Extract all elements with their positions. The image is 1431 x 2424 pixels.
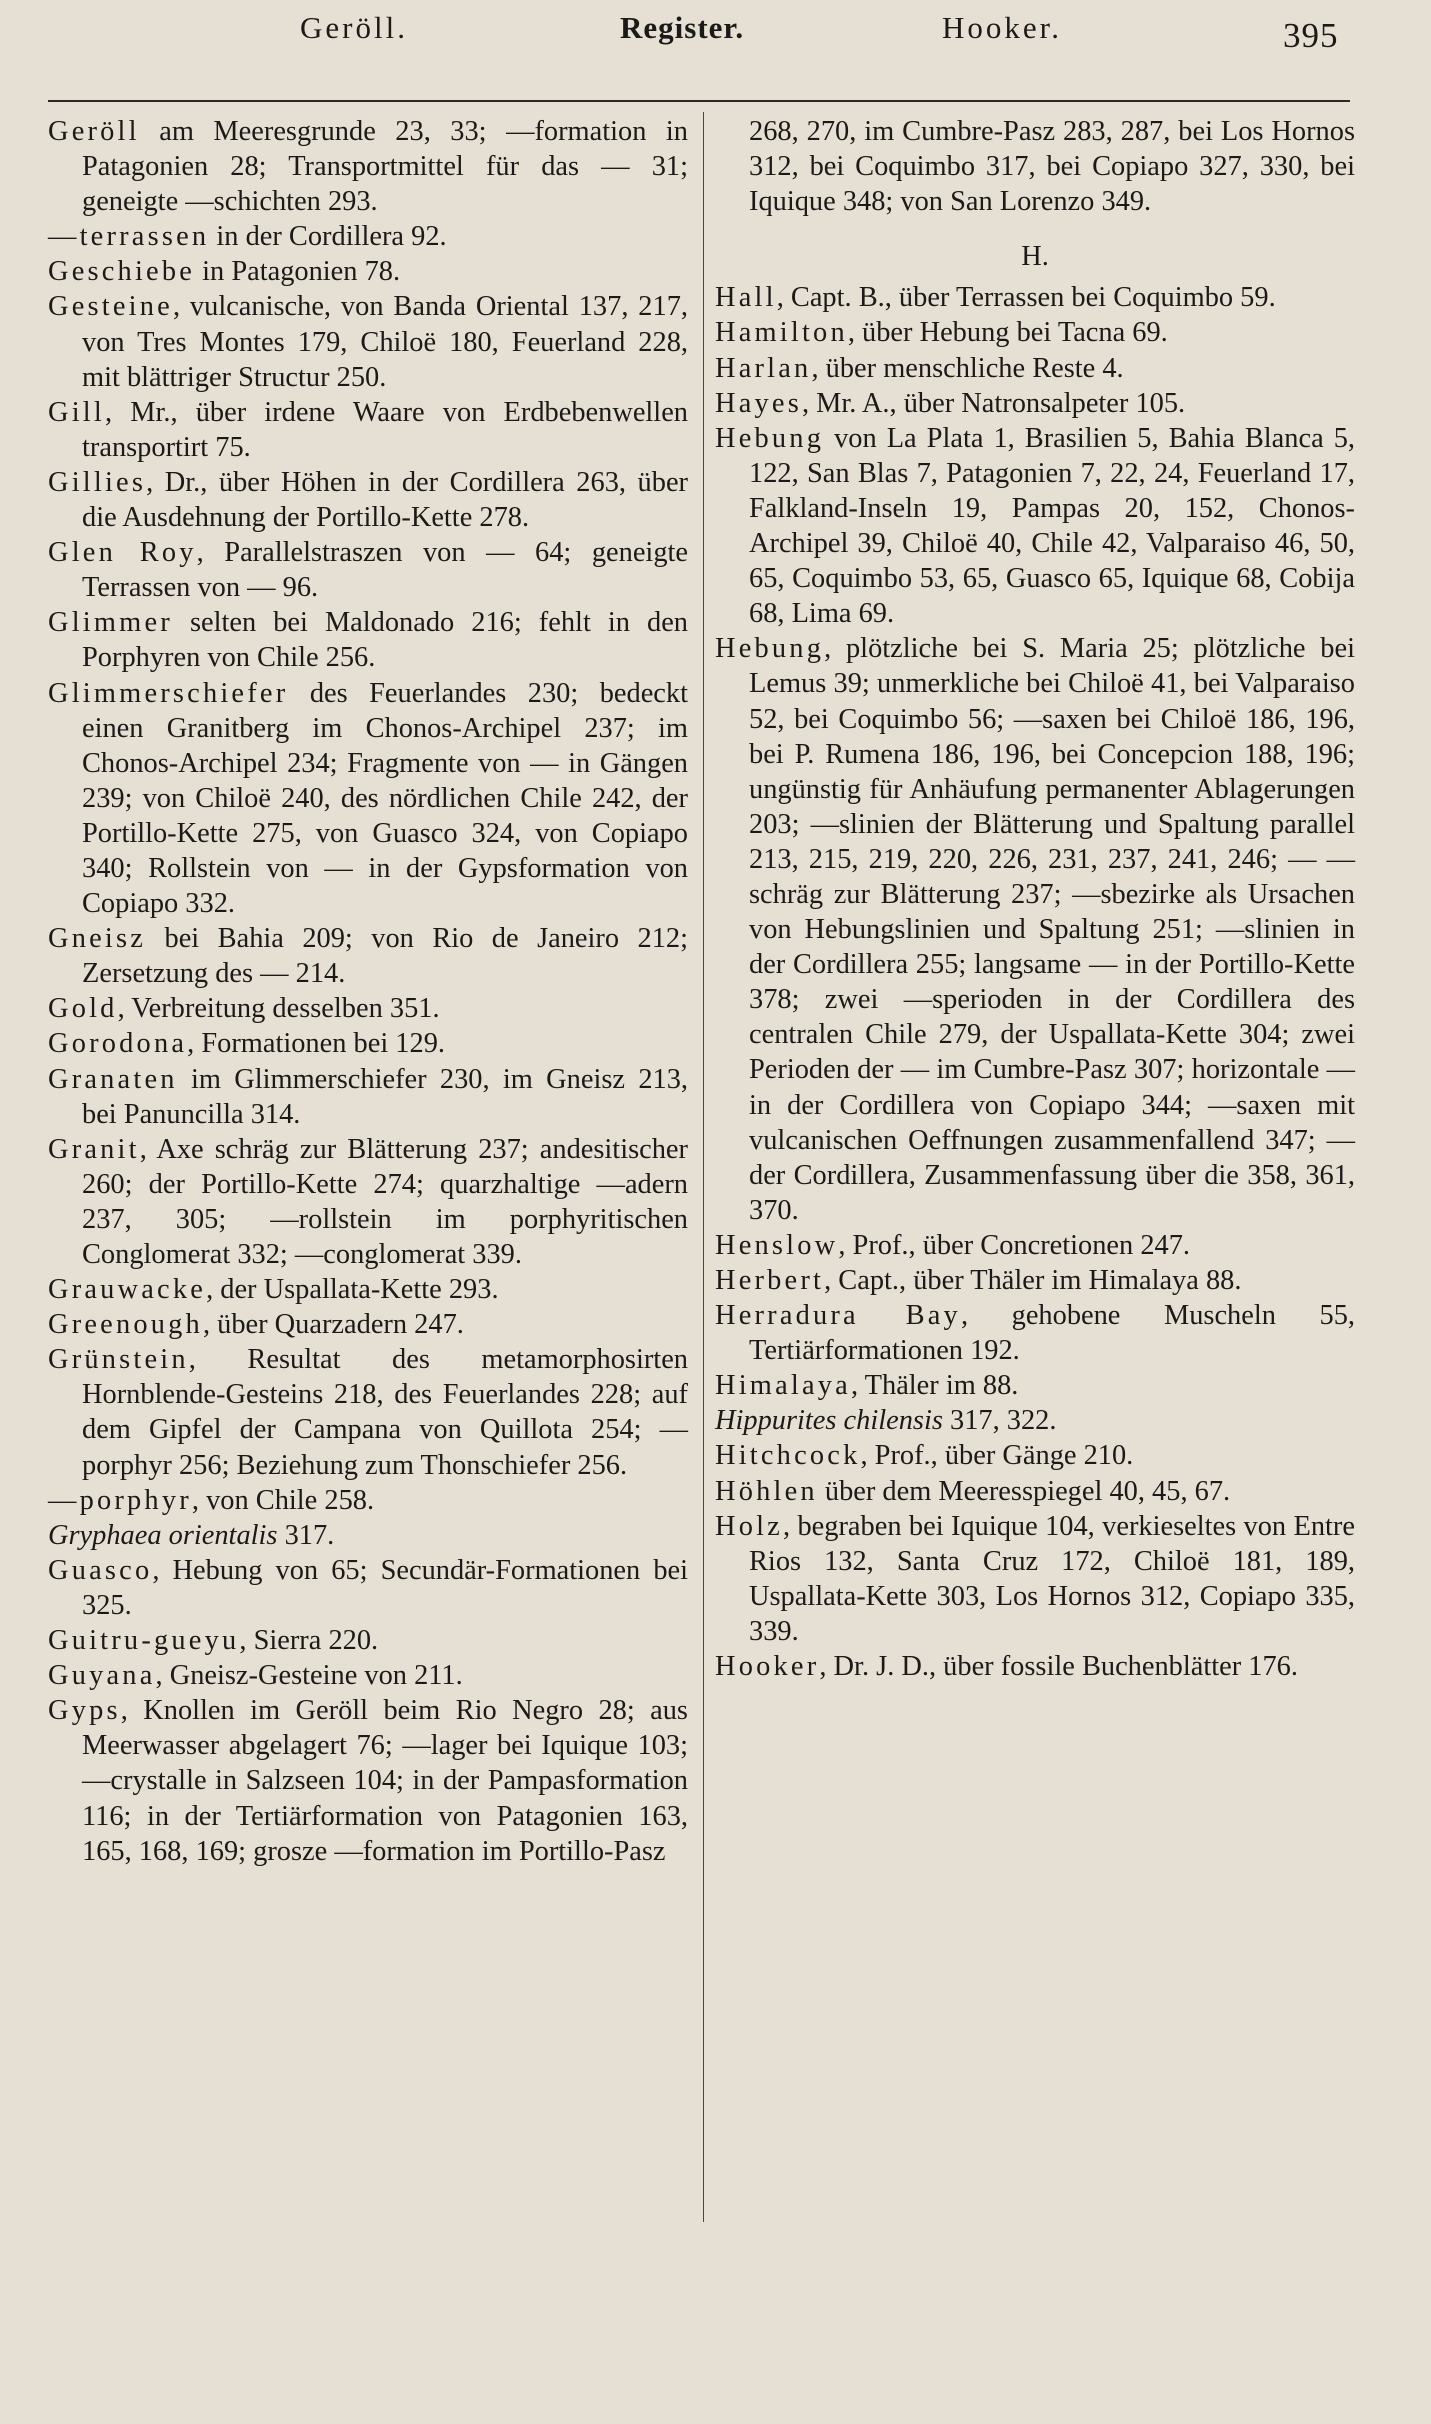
- entry-headword: Hayes: [715, 387, 802, 419]
- entry-headword: Gill: [48, 396, 105, 428]
- entry-headword: Glen Roy: [48, 537, 197, 569]
- entry-references: im Glimmerschiefer 230, im Gneisz 213, bei Panuncilla 314.: [82, 1063, 688, 1130]
- entry-references: , Axe schräg zur Blätterung 237; andesitischer 260; der Portillo-Kette 274; quarzhaltige —adern 237, 305; —rollstein im porphyritischen Conglomerat 332; —conglomerat 339.: [82, 1133, 688, 1270]
- index-entry: [715, 1368, 1355, 1403]
- entry-headword: Gneisz: [48, 923, 147, 955]
- entry-headword: Herbert: [715, 1265, 825, 1296]
- header-rule: [48, 100, 1350, 102]
- index-entry: [715, 1403, 1355, 1438]
- entry-headword: Höhlen: [715, 1475, 818, 1507]
- entry-references: , über Hebung bei Tacna 69.: [847, 317, 1168, 349]
- entry-headword: Granaten: [48, 1063, 178, 1095]
- entry-references: , Dr. J. D., über fossile Buchenblätter 176.: [819, 1651, 1298, 1683]
- entry-headword: Holz: [715, 1510, 783, 1542]
- entry-references: , von Chile 258.: [191, 1484, 375, 1516]
- section-letter: H.: [1021, 241, 1049, 273]
- index-entry: [715, 631, 1355, 1228]
- index-entry: [715, 1438, 1355, 1473]
- entry-headword: Geröll: [48, 116, 140, 147]
- entry-references: 317, 322.: [942, 1405, 1057, 1437]
- entry-headword: Himalaya: [715, 1370, 851, 1402]
- entry-references: , der Uspallata-Kette 293.: [206, 1274, 499, 1306]
- entry-headword: —porphyr: [48, 1484, 192, 1516]
- entry-headword: Harlan: [715, 352, 812, 384]
- index-entry: [48, 1518, 688, 1553]
- index-entry: [48, 1693, 688, 1868]
- entry-references: , über menschliche Reste 4.: [811, 352, 1124, 384]
- entry-references: , Mr., über irdene Waare von Erdbebenwellen transportirt 75.: [82, 396, 688, 463]
- entry-references: , über Quarzadern 247.: [202, 1309, 464, 1341]
- entry-headword: Grauwacke: [48, 1274, 207, 1306]
- entry-references: , plötzliche bei S. Maria 25; plötzliche bei Lemus 39; unmerkliche bei Chiloë 41, bei Valparaiso 52, bei Coquimbo 56; —saxen bei Chiloë 186, 196, bei P. Rumena 186, 196, bei Concepcion 188, 196; ungünstig für Anhäufung permanenter Ablagerungen 203; —slinien der Blätterung und Spaltung parallel 213, 215, 219, 220, 226, 231, 237, 241, 246; — — schräg zur Blätterung 237; —sbezirke als Ursachen von Hebungslinien und Spaltung 251; —slinien in der Cordillera 255; langsame — in der Portillo-Kette 378; zwei —sperioden in der Cordillera des centralen Chile 279, der Uspallata-Kette 304; zwei Perioden der — im Cumbre-Pasz 307; horizontale — in der Cordillera von Copiapo 344; —saxen mit vulcanischen Oeffnungen zusammenfallend 347; — der Cordillera, Zusammenfassung über die 358, 361, 370.: [749, 633, 1355, 1226]
- entry-references: über dem Meeresspiegel 40, 45, 67.: [817, 1475, 1231, 1507]
- index-entry: [48, 535, 688, 605]
- entry-references: , Capt. B., über Terrassen bei Coquimbo 59.: [776, 282, 1276, 314]
- index-entry: [715, 315, 1355, 350]
- entry-references: am Meeresgrunde 23, 33; —formation in Patagonien 28; Transportmittel für das — 31; geneigte —schichten 293.: [82, 116, 688, 218]
- index-entry: [48, 605, 688, 675]
- entry-headword: —terrassen: [48, 221, 210, 253]
- index-entry: [48, 1062, 688, 1132]
- index-entry: [715, 1474, 1355, 1509]
- entry-headword: Gorodona: [48, 1028, 188, 1060]
- entry-references: selten bei Maldonado 216; fehlt in den Porphyren von Chile 256.: [82, 607, 688, 674]
- entry-headword: Glimmerschiefer: [48, 677, 289, 709]
- entry-headword: Hamilton: [715, 317, 848, 349]
- entry-references: , Verbreitung desselben 351.: [117, 993, 440, 1025]
- entry-references: in der Cordillera 92.: [209, 221, 447, 253]
- entry-references: , Prof., über Gänge 210.: [860, 1440, 1134, 1472]
- entry-references: in Patagonien 78.: [195, 256, 401, 288]
- column-divider: [703, 112, 704, 2222]
- running-head-left: Geröll.: [300, 10, 408, 45]
- entry-headword: Guasco: [48, 1554, 153, 1586]
- index-entry: [48, 991, 688, 1026]
- index-entry: [48, 1658, 688, 1693]
- entry-headword: Gesteine: [48, 291, 173, 323]
- index-entry: [715, 1298, 1355, 1368]
- entry-headword: Greenough: [48, 1309, 203, 1341]
- entry-references: , Parallelstraszen von — 64; geneigte Terrassen von — 96.: [82, 537, 688, 604]
- entry-references: , Knollen im Geröll beim Rio Negro 28; aus Meerwasser abgelagert 76; —lager bei Iquique 103; —crystalle in Salzseen 104; in der Pampasformation 116; in der Tertiärformation von Patagonien 163, 165, 168, 169; grosze —formation im Portillo-Pasz: [82, 1695, 688, 1867]
- entry-references: 317.: [277, 1519, 335, 1551]
- index-column-right: [715, 114, 1355, 1684]
- entry-headword: Granit: [48, 1133, 140, 1165]
- index-entry: [48, 921, 688, 991]
- entry-references: , vulcanische, von Banda Oriental 137, 217, von Tres Montes 179, Chiloë 180, Feuerland 228, mit blättriger Structur 250.: [82, 291, 688, 393]
- entry-headword: Hippurites chilensis: [715, 1405, 943, 1437]
- entry-references: , Dr., über Höhen in der Cordillera 263, über die Ausdehnung der Portillo-Kette 278.: [82, 466, 688, 534]
- entry-headword: Henslow: [715, 1229, 839, 1261]
- index-entry: [48, 676, 688, 922]
- index-entry: [48, 465, 688, 535]
- entry-headword: Gillies: [48, 466, 147, 498]
- entry-references: , Capt., über Thäler im Himalaya 88.: [824, 1265, 1242, 1296]
- index-entry: [48, 1132, 688, 1272]
- entry-references: , Prof., über Concretionen 247.: [838, 1229, 1190, 1261]
- entry-headword: Hall: [715, 282, 777, 314]
- running-head-title: Register.: [620, 10, 745, 45]
- continued-entry-text: 268, 270, im Cumbre-Pasz 283, 287, bei Los Hornos 312, bei Coquimbo 317, bei Copiapo 327, 330, bei Iquique 348; von San Lorenzo 349.: [749, 116, 1355, 218]
- index-entry: [48, 114, 688, 219]
- index-entry: [48, 1483, 688, 1518]
- running-head-right: Hooker.: [942, 10, 1063, 45]
- entry-references: des Feuerlandes 230; bedeckt einen Granitberg im Chonos-Archipel 237; im Chonos-Archipel 234; Fragmente von — in Gängen 239; von Chiloë 240, des nördlichen Chile 242, der Portillo-Kette 275, von Guasco 324, von Copiapo 340; Rollstein von — in der Gypsformation von Copiapo 332.: [82, 677, 688, 920]
- entry-references: , Hebung von 65; Secundär-Formationen bei 325.: [82, 1554, 688, 1621]
- entry-references: , begraben bei Iquique 104, verkieseltes von Entre Rios 132, Santa Cruz 172, Chiloë 181, 189, Uspallata-Kette 303, Los Hornos 312, Copiapo 335, 339.: [749, 1510, 1355, 1647]
- page-number: 395: [1283, 16, 1339, 55]
- entry-references: , Formationen bei 129.: [187, 1028, 445, 1060]
- index-entry: [48, 1342, 688, 1482]
- index-entry: [48, 289, 688, 394]
- entry-headword: Guyana: [48, 1660, 156, 1692]
- entry-references: von La Plata 1, Brasilien 5, Bahia Blanca 5, 122, San Blas 7, Patagonien 7, 22, 24, Feuerland 17, Falkland-Inseln 19, Pampas 20, 152, Chonos-Archipel 39, Chiloë 40, Chile 42, Valparaiso 46, 50, 65, Coquimbo 53, 65, Guasco 65, Iquique 68, Cobija 68, Lima 69.: [749, 422, 1355, 630]
- entry-headword: Gyps: [48, 1695, 121, 1727]
- entry-headword: Gold: [48, 993, 118, 1025]
- right-column-entries: [715, 280, 1355, 1684]
- entry-references: , gehobene Muscheln 55, Tertiärformationen 192.: [749, 1300, 1355, 1367]
- entry-headword: Hebung: [715, 422, 825, 454]
- index-entry: [715, 1509, 1355, 1649]
- index-entry: [715, 386, 1355, 421]
- index-entry: [48, 1623, 688, 1658]
- index-entry: [48, 1307, 688, 1342]
- entry-headword: Geschiebe: [48, 256, 196, 288]
- index-entry: [715, 1228, 1355, 1263]
- index-entry: [715, 421, 1355, 632]
- index-column-left: [48, 114, 688, 1869]
- index-entry: [48, 254, 688, 289]
- entry-headword: Hooker: [715, 1651, 820, 1683]
- entry-headword: Hitchcock: [715, 1440, 861, 1472]
- entry-references: , Gneisz-Gesteine von 211.: [155, 1660, 463, 1692]
- index-entry: [48, 1272, 688, 1307]
- index-entry: [715, 1263, 1355, 1298]
- entry-headword: Herradura Bay: [715, 1300, 961, 1332]
- index-entry: [48, 395, 688, 465]
- index-entry: [715, 280, 1355, 315]
- entry-headword: Hebung: [715, 633, 825, 665]
- entry-references: , Resultat des metamorphosirten Hornblende-Gesteins 218, des Feuerlandes 228; auf dem Gipfel der Campana von Quillota 254; —porphyr 256; Beziehung zum Thonschiefer 256.: [82, 1344, 688, 1481]
- index-entry: [48, 1553, 688, 1623]
- entry-headword: Gryphaea orientalis: [48, 1519, 278, 1551]
- index-entry: [715, 351, 1355, 386]
- entry-references: bei Bahia 209; von Rio de Janeiro 212; Zersetzung des — 214.: [82, 923, 688, 990]
- index-entry: [48, 219, 688, 254]
- index-entry: [715, 1649, 1355, 1684]
- entry-headword: Grünstein: [48, 1344, 189, 1376]
- entry-headword: Glimmer: [48, 607, 173, 639]
- entry-references: , Mr. A., über Natronsalpeter 105.: [801, 387, 1186, 419]
- entry-references: , Thäler im 88.: [850, 1370, 1019, 1402]
- entry-headword: Guitru-gueyu: [48, 1625, 240, 1657]
- entry-references: , Sierra 220.: [239, 1625, 379, 1657]
- index-entry: [48, 1026, 688, 1061]
